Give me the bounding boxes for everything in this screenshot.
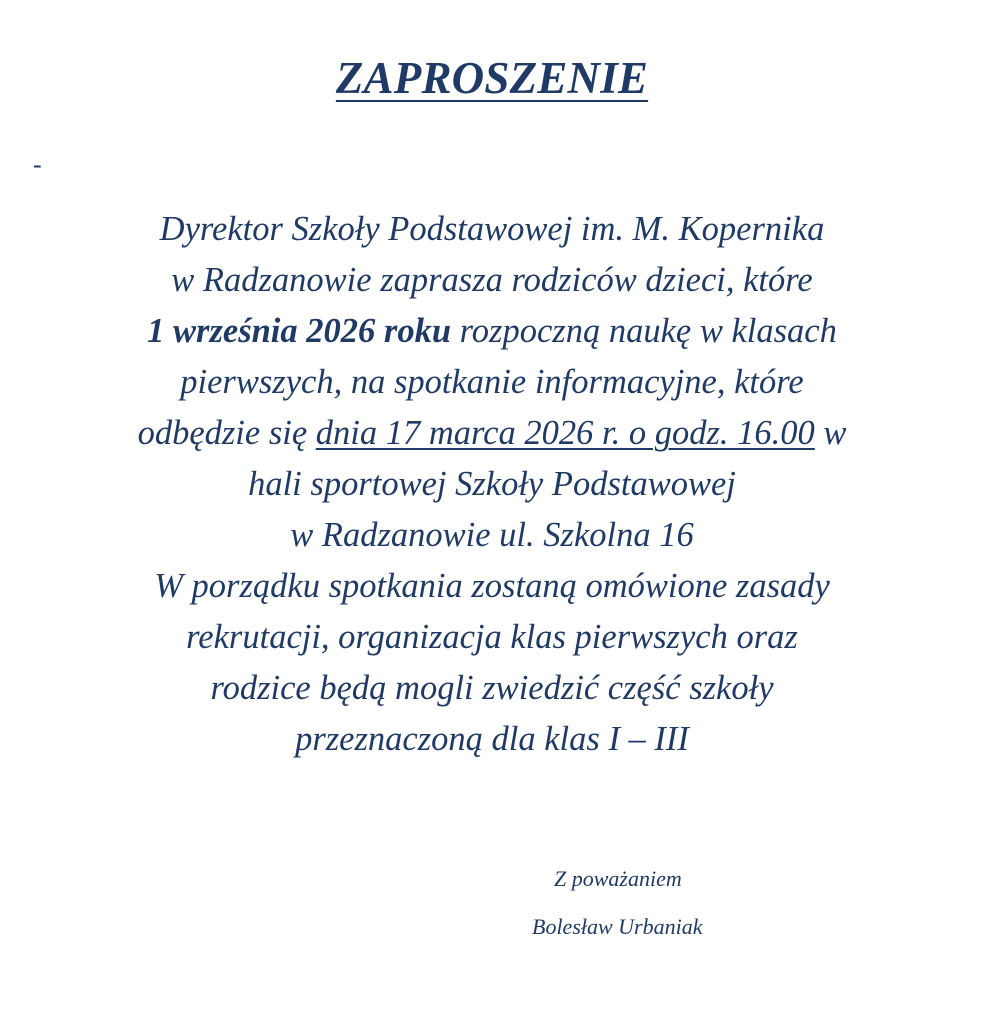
body-line-10: rodzice będą mogli zwiedzić część szkoły — [210, 669, 774, 707]
body-line-8: W porządku spotkania zostaną omówione zasady — [154, 567, 830, 605]
document-title: ZAPROSZENIE — [335, 53, 649, 103]
body-line-1: Dyrektor Szkoły Podstawowej im. M. Kopernika — [159, 210, 825, 248]
body-line-5-pre: odbędzie się — [137, 414, 316, 452]
meeting-date-text: dnia 17 marca 2026 r. o godz. 16.00 — [315, 414, 815, 452]
body-line-11: przeznaczoną dla klas I – III — [295, 720, 689, 758]
dash-mark: - — [33, 150, 42, 179]
body-line-5 — [20, 408, 964, 459]
body-line-3 — [20, 306, 964, 357]
invitation-body — [20, 204, 964, 765]
body-line-2: w Radzanowie zaprasza rodziców dzieci, które — [171, 261, 813, 299]
body-line-3-rest: rozpoczną naukę w klasach — [451, 312, 837, 350]
signature-name: Bolesław Urbaniak — [532, 914, 703, 939]
closing-phrase: Z poważaniem — [554, 866, 682, 891]
body-line-7: w Radzanowie ul. Szkolna 16 — [290, 516, 694, 554]
start-date-text: 1 września 2026 roku — [147, 312, 452, 350]
body-line-9: rekrutacji, organizacja klas pierwszych oraz — [186, 618, 798, 656]
body-line-4: pierwszych, na spotkanie informacyjne, które — [180, 363, 804, 401]
body-line-6: hali sportowej Szkoły Podstawowej — [248, 465, 736, 503]
body-line-5-post: w — [814, 414, 847, 452]
